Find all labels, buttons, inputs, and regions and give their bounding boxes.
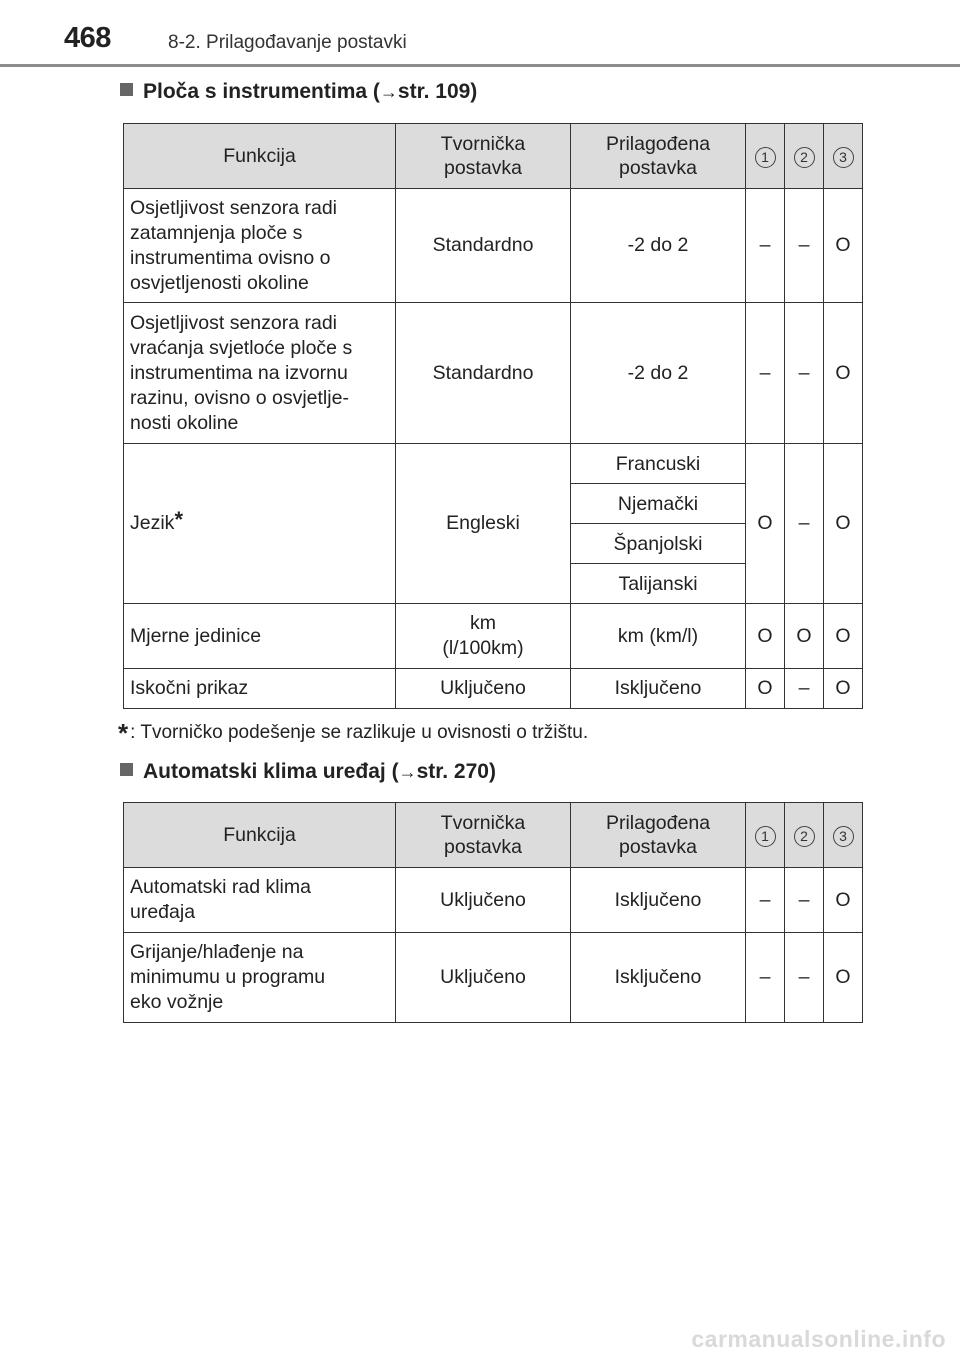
col2-cell: – — [785, 303, 824, 444]
column-header-factory: Tvornička postavka — [396, 803, 571, 868]
col1-cell: O — [746, 604, 785, 669]
col1-cell: O — [746, 444, 785, 604]
function-cell: Osjetljivost senzora radi zatamnjenja ploče s instrumentima ovisno o osvjetljenosti okoline — [124, 189, 396, 303]
col2-cell: O — [785, 604, 824, 669]
table-row — [124, 933, 863, 1023]
function-cell: Jezik* — [124, 444, 396, 604]
col1-cell: – — [746, 933, 785, 1023]
table-row — [124, 868, 863, 933]
table-header-row — [124, 803, 863, 868]
page-header — [64, 22, 924, 62]
col3-cell: O — [824, 669, 863, 709]
circled-number-3-icon: 3 — [833, 826, 854, 847]
custom-cell: Isključeno — [571, 933, 746, 1023]
col3-cell: O — [824, 444, 863, 604]
asterisk-icon: * — [118, 718, 129, 748]
col2-cell: – — [785, 444, 824, 604]
table-row — [124, 604, 863, 669]
factory-cell: Uključeno — [396, 868, 571, 933]
column-header-function: Funkcija — [124, 803, 396, 868]
column-header-3 — [824, 803, 863, 868]
factory-cell: Standardno — [396, 303, 571, 444]
function-cell: Osjetljivost senzora radi vraćanja svjetloće ploče s instrumentima na izvornu razinu, ovisno o osvjetlje- nosti okoline — [124, 303, 396, 444]
factory-cell: Uključeno — [396, 933, 571, 1023]
footnote: * : Tvorničko podešenje se razlikuje u ovisnosti o tržištu. — [118, 718, 589, 748]
section-title-instrument-panel: Ploča s instrumentima (→str. 109) — [120, 80, 477, 104]
col3-cell: O — [824, 189, 863, 303]
table-row — [124, 669, 863, 709]
col3-cell: O — [824, 933, 863, 1023]
table-row — [124, 189, 863, 303]
column-header-3 — [824, 124, 863, 189]
header-divider — [0, 64, 960, 67]
custom-cell: -2 do 2 — [571, 303, 746, 444]
factory-cell: Uključeno — [396, 669, 571, 709]
col3-cell: O — [824, 868, 863, 933]
col2-cell: – — [785, 933, 824, 1023]
table-row — [124, 444, 863, 484]
table-header-row — [124, 124, 863, 189]
column-header-1 — [746, 124, 785, 189]
custom-cell: Isključeno — [571, 868, 746, 933]
table-row — [124, 303, 863, 444]
col2-cell: – — [785, 868, 824, 933]
column-header-function: Funkcija — [124, 124, 396, 189]
function-cell: Mjerne jedinice — [124, 604, 396, 669]
column-header-2 — [785, 803, 824, 868]
circled-number-2-icon: 2 — [794, 826, 815, 847]
column-header-custom: Prilagođena postavka — [571, 803, 746, 868]
function-cell: Grijanje/hlađenje na minimumu u programu eko vožnje — [124, 933, 396, 1023]
col2-cell: – — [785, 669, 824, 709]
page-number: 468 — [64, 22, 111, 54]
column-header-custom: Prilagođena postavka — [571, 124, 746, 189]
custom-option-cell: Njemački — [571, 484, 746, 524]
custom-cell: km (km/l) — [571, 604, 746, 669]
custom-option-cell: Francuski — [571, 444, 746, 484]
function-cell: Iskočni prikaz — [124, 669, 396, 709]
arrow-right-icon: → — [379, 82, 398, 102]
col3-cell: O — [824, 604, 863, 669]
factory-cell: km (l/100km) — [396, 604, 571, 669]
col3-cell: O — [824, 303, 863, 444]
circled-number-1-icon: 1 — [755, 826, 776, 847]
col1-cell: – — [746, 303, 785, 444]
col1-cell: O — [746, 669, 785, 709]
custom-option-cell: Španjolski — [571, 524, 746, 564]
square-bullet-icon — [120, 83, 133, 96]
climate-control-table — [123, 802, 863, 1023]
factory-cell: Standardno — [396, 189, 571, 303]
col1-cell: – — [746, 189, 785, 303]
col2-cell: – — [785, 189, 824, 303]
custom-option-cell: Talijanski — [571, 564, 746, 604]
watermark: carmanualsonline.info — [691, 1326, 946, 1352]
function-cell: Automatski rad klima uređaja — [124, 868, 396, 933]
instrument-panel-table — [123, 123, 863, 709]
col1-cell: – — [746, 868, 785, 933]
section-title-climate-control: Automatski klima uređaj (→str. 270) — [120, 760, 496, 784]
chapter-title: 8-2. Prilagođavanje postavki — [168, 32, 407, 53]
square-bullet-icon — [120, 763, 133, 776]
circled-number-3-icon: 3 — [833, 147, 854, 168]
circled-number-1-icon: 1 — [755, 147, 776, 168]
arrow-right-icon: → — [398, 762, 417, 782]
asterisk-icon: * — [174, 507, 183, 532]
column-header-2 — [785, 124, 824, 189]
column-header-1 — [746, 803, 785, 868]
custom-cell: -2 do 2 — [571, 189, 746, 303]
circled-number-2-icon: 2 — [794, 147, 815, 168]
factory-cell: Engleski — [396, 444, 571, 604]
column-header-factory: Tvornička postavka — [396, 124, 571, 189]
custom-cell: Isključeno — [571, 669, 746, 709]
